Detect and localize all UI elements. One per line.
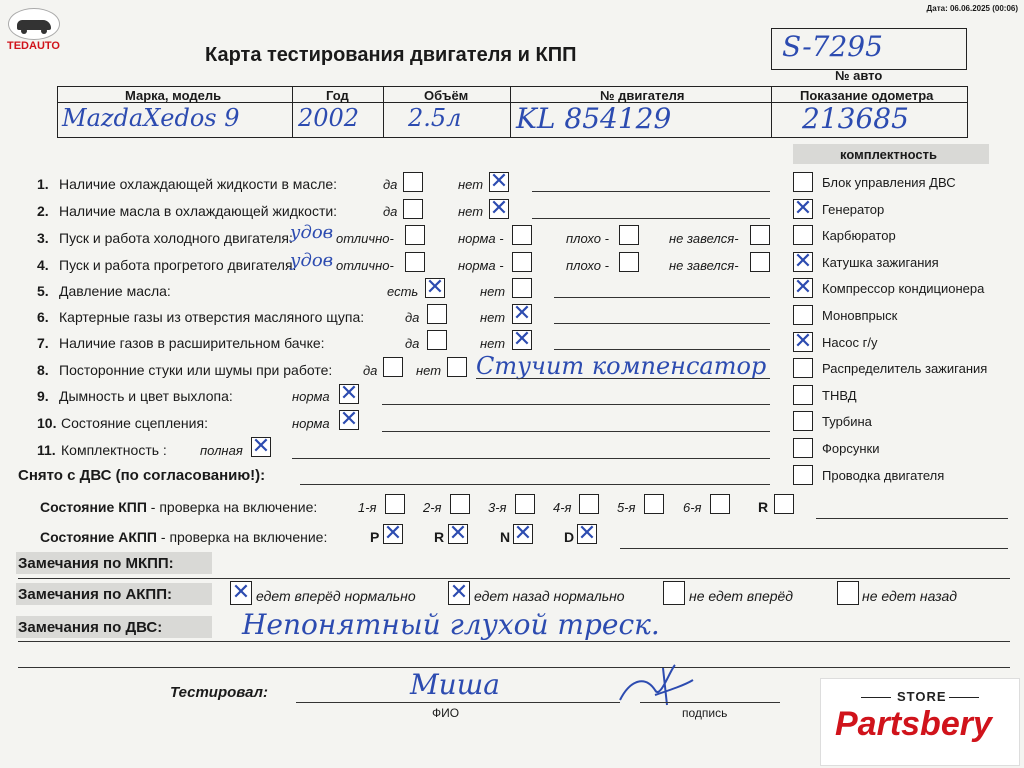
kpp-gear-5-checkbox[interactable] (644, 494, 664, 514)
kpp-gear-6-checkbox[interactable] (710, 494, 730, 514)
col-header-engine-number: № двигателя (600, 88, 685, 103)
row-1-label: Наличие охлаждающей жидкости в масле: (59, 176, 338, 192)
logo-text: TEDAUTO (7, 40, 60, 52)
row-4-bad-checkbox[interactable] (619, 252, 639, 272)
row-2-opt-yes: да (383, 204, 398, 219)
row-3-opt-excellent: отлично- (336, 231, 394, 246)
row-6-opt-no: нет (480, 310, 506, 325)
row-2-label: Наличие масла в охлаждающей жидкости: (59, 203, 338, 219)
check-mark-icon: ✕ (512, 327, 532, 352)
completeness-item-label: Компрессор кондиционера (822, 281, 985, 296)
akpp-gear-p-label: P (370, 529, 380, 545)
akpp-label: Состояние АКПП (40, 529, 157, 545)
akpp-gear-r-label: R (434, 529, 445, 545)
logo (4, 6, 62, 60)
row-4-opt-normal: норма - (458, 258, 504, 273)
row-11-num: 11. (37, 442, 56, 458)
row-11-label: Комплектность : (61, 442, 167, 458)
akpp-gear-d-label: D (564, 529, 575, 545)
row-4-normal-checkbox[interactable] (512, 252, 532, 272)
row-2-opt-no: нет (458, 204, 484, 219)
row-9-label: Дымность и цвет выхлопа: (59, 388, 233, 404)
year-value: 2002 (298, 104, 360, 132)
dvs-remarks-value: Непонятный глухой треск. (242, 608, 660, 641)
row-4-handwritten: удов (290, 250, 334, 271)
akpp-no-backward-checkbox[interactable] (837, 581, 859, 605)
check-mark-icon: ✕ (489, 169, 509, 194)
row-6-num: 6. (37, 309, 49, 325)
row-5-no-checkbox[interactable] (512, 278, 532, 298)
row-3-handwritten: удов (290, 222, 334, 243)
row-3-num: 3. (37, 230, 49, 246)
row-8-handwritten: Стучит компенсатор (476, 352, 767, 380)
row-3-opt-normal: норма - (458, 231, 504, 246)
auto-number-value: S-7295 (782, 30, 883, 63)
kpp-gear-6-label: 6-я (683, 500, 702, 515)
row-10-opt-normal: норма (292, 416, 330, 431)
signature-label: подпись (682, 706, 728, 720)
dvs-remarks-label: Замечания по ДВС: (18, 619, 163, 636)
store-text: STORE (897, 689, 947, 704)
completeness-item-label: Проводка двигателя (822, 468, 945, 483)
akpp-desc: - проверка на включение: (157, 529, 328, 545)
row-1-opt-no: нет (458, 177, 484, 192)
tester-name: Миша (410, 668, 500, 701)
row-5-opt-yes: есть (387, 284, 419, 299)
engine-number-value: KL 854129 (516, 102, 672, 135)
row-3-label: Пуск и работа холодного двигателя: (59, 230, 293, 246)
row-11-opt-full: полная (200, 443, 243, 458)
col-header-make: Марка, модель (125, 88, 222, 103)
row-8-opt-yes: да (363, 363, 378, 378)
completeness-checkbox[interactable] (793, 305, 813, 325)
row-3-excellent-checkbox[interactable] (405, 225, 425, 245)
row-3-normal-checkbox[interactable] (512, 225, 532, 245)
kpp-label: Состояние КПП (40, 499, 147, 515)
row-5-opt-no: нет (480, 284, 506, 299)
kpp-row (40, 499, 317, 515)
kpp-gear-2-label: 2-я (423, 500, 442, 515)
row-1-yes-checkbox[interactable] (403, 172, 423, 192)
kpp-gear-3-label: 3-я (488, 500, 507, 515)
row-4-nostart-checkbox[interactable] (750, 252, 770, 272)
row-8-num: 8. (37, 362, 49, 378)
check-mark-icon: ✕ (425, 275, 445, 300)
removed-label: Снято с ДВС (по согласованию!): (18, 467, 266, 484)
date-stamp: Дата: 06.06.2025 (00:06) (926, 4, 1018, 13)
akpp-no-backward-label: не едет назад (862, 588, 957, 604)
akpp-remarks-label: Замечания по АКПП: (18, 586, 172, 603)
kpp-gear-4-label: 4-я (553, 500, 572, 515)
completeness-checkbox[interactable] (793, 438, 813, 458)
row-4-opt-bad: плохо - (566, 258, 609, 273)
completeness-item-label: Турбина (822, 414, 872, 429)
col-header-volume: Объём (424, 88, 469, 103)
akpp-row (40, 529, 327, 545)
row-2-yes-checkbox[interactable] (403, 199, 423, 219)
kpp-gear-1-label: 1-я (358, 500, 377, 515)
akpp-no-forward-label: не едет вперёд (689, 588, 794, 604)
row-8-yes-checkbox[interactable] (383, 357, 403, 377)
volume-value: 2.5л (408, 104, 462, 132)
col-header-year: Год (326, 88, 349, 103)
form-title: Карта тестирования двигателя и КПП (205, 44, 577, 66)
completeness-header: комплектность (840, 147, 937, 162)
row-4-label: Пуск и работа прогретого двигателя: (59, 257, 297, 273)
check-mark-icon: ✕ (512, 301, 532, 326)
row-4-num: 4. (37, 257, 49, 273)
completeness-checkbox[interactable] (793, 358, 813, 378)
akpp-forward-ok-label: едет вперёд нормально (256, 588, 416, 604)
akpp-backward-ok-label: едет назад нормально (474, 588, 625, 604)
odometer-value: 213685 (802, 102, 909, 135)
row-6-label: Картерные газы из отверстия масляного щупа: (59, 309, 365, 325)
row-8-label: Посторонние стуки или шумы при работе: (59, 362, 333, 378)
completeness-item-label: Карбюратор (822, 228, 896, 243)
auto-number-label: № авто (835, 68, 883, 83)
row-6-opt-yes: да (405, 310, 420, 325)
tested-by-label: Тестировал: (170, 684, 268, 701)
row-2-num: 2. (37, 203, 49, 219)
completeness-checkbox[interactable] (793, 385, 813, 405)
row-5-label: Давление масла: (59, 283, 171, 299)
check-mark-icon: ✕ (383, 521, 403, 546)
check-mark-icon: ✕ (251, 434, 271, 459)
row-8-no-checkbox[interactable] (447, 357, 467, 377)
akpp-no-forward-checkbox[interactable] (663, 581, 685, 605)
check-mark-icon: ✕ (577, 521, 597, 546)
check-mark-icon: ✕ (793, 275, 813, 300)
car-logo-icon (8, 8, 60, 40)
row-7-opt-yes: да (405, 336, 420, 351)
partsbery-logo (820, 678, 1020, 766)
check-mark-icon: ✕ (448, 521, 468, 546)
row-9-num: 9. (37, 388, 49, 404)
row-1-num: 1. (37, 176, 49, 192)
row-7-yes-checkbox[interactable] (427, 330, 447, 350)
check-mark-icon: ✕ (339, 381, 359, 406)
completeness-item-label: Форсунки (822, 441, 880, 456)
mkpp-remarks-label: Замечания по МКПП: (18, 555, 174, 572)
kpp-gear-r-checkbox[interactable] (774, 494, 794, 514)
make-model-value: MazdaXedos 9 (62, 104, 240, 132)
row-4-opt-nostart: не завелся- (669, 258, 739, 273)
row-3-bad-checkbox[interactable] (619, 225, 639, 245)
check-mark-icon: ✕ (513, 521, 533, 546)
kpp-gear-2-checkbox[interactable] (450, 494, 470, 514)
completeness-checkbox[interactable] (793, 465, 813, 485)
completeness-checkbox[interactable] (793, 172, 813, 192)
row-3-opt-nostart: не завелся- (669, 231, 739, 246)
check-mark-icon: ✕ (231, 580, 251, 605)
check-mark-icon: ✕ (489, 196, 509, 221)
completeness-item-label: Насос г/у (822, 335, 878, 350)
row-10-num: 10. (37, 415, 57, 431)
row-7-label: Наличие газов в расширительном бачке: (59, 335, 325, 351)
brand-text: Partsbery (835, 705, 992, 743)
completeness-item-label: Распределитель зажигания (822, 361, 988, 376)
kpp-gear-1-checkbox[interactable] (385, 494, 405, 514)
row-3-nostart-checkbox[interactable] (750, 225, 770, 245)
completeness-item-label: Моновпрыск (822, 308, 898, 323)
row-10-label: Состояние сцепления: (61, 415, 208, 431)
check-mark-icon: ✕ (793, 249, 813, 274)
row-9-opt-normal: норма (292, 389, 330, 404)
row-4-excellent-checkbox[interactable] (405, 252, 425, 272)
check-mark-icon: ✕ (793, 196, 813, 221)
check-mark-icon: ✕ (339, 407, 359, 432)
kpp-gear-5-label: 5-я (617, 500, 636, 515)
row-7-opt-no: нет (480, 336, 506, 351)
check-mark-icon: ✕ (793, 329, 813, 354)
check-mark-icon: ✕ (449, 580, 469, 605)
odometer-label: Показание одометра (800, 88, 934, 103)
kpp-gear-r-label: R (758, 499, 769, 515)
kpp-gear-4-checkbox[interactable] (579, 494, 599, 514)
completeness-checkbox[interactable] (793, 225, 813, 245)
row-4-opt-excellent: отлично- (336, 258, 394, 273)
fio-label: ФИО (432, 706, 460, 720)
akpp-gear-n-label: N (500, 529, 511, 545)
completeness-item-label: Генератор (822, 202, 885, 217)
completeness-item-label: Катушка зажигания (822, 255, 939, 270)
completeness-item-label: ТНВД (822, 388, 857, 403)
kpp-gear-3-checkbox[interactable] (515, 494, 535, 514)
row-7-num: 7. (37, 335, 49, 351)
row-6-yes-checkbox[interactable] (427, 304, 447, 324)
completeness-item-label: Блок управления ДВС (822, 175, 956, 190)
row-5-num: 5. (37, 283, 49, 299)
row-1-opt-yes: да (383, 177, 398, 192)
completeness-checkbox[interactable] (793, 411, 813, 431)
row-8-opt-no: нет (416, 363, 442, 378)
kpp-desc: - проверка на включение: (146, 499, 318, 515)
row-3-opt-bad: плохо - (566, 231, 609, 246)
